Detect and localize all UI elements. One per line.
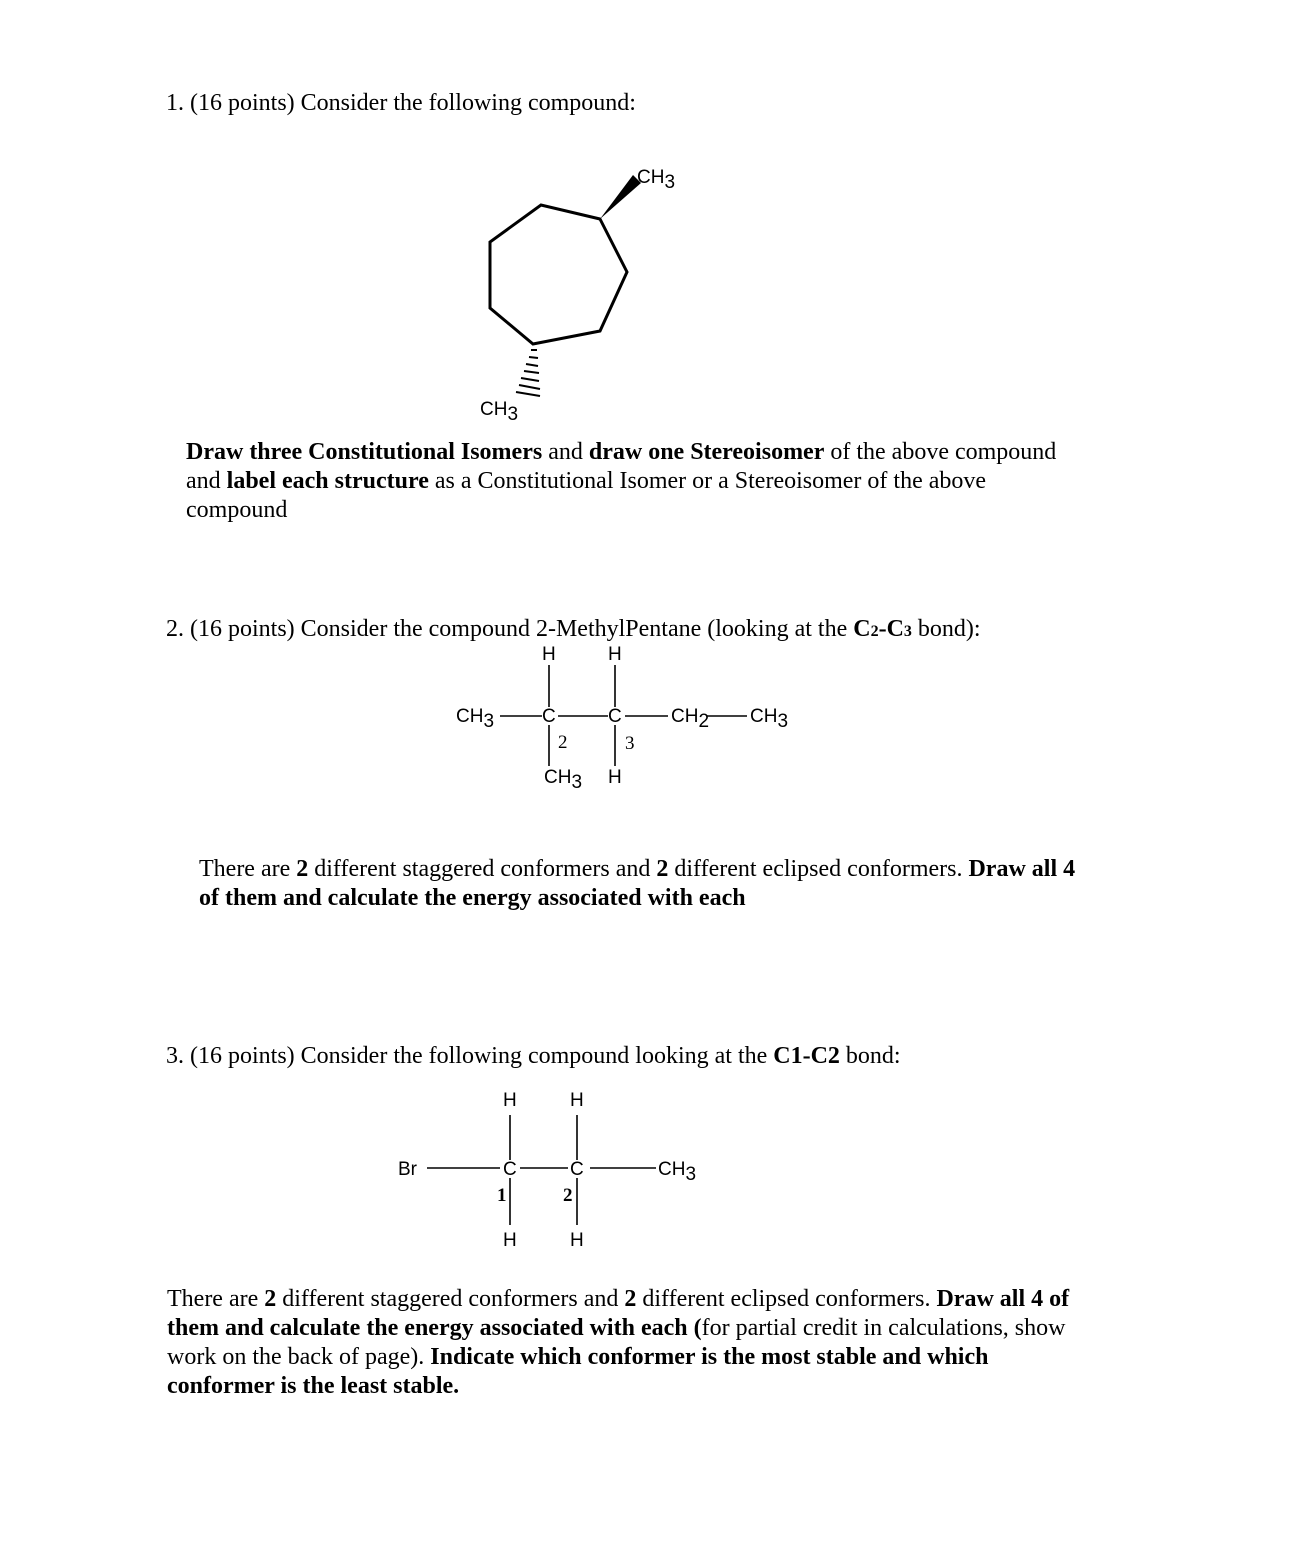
q2-c-right: C: [608, 706, 622, 727]
q3-carbon-number-1: 1: [497, 1185, 507, 1206]
q1-top-ch3-label: CH3: [637, 167, 676, 193]
q3-ch3: CH3: [658, 1159, 697, 1185]
q2-heading: 2. (16 points) Consider the compound 2-MethylPentane (looking at the C2-C3 bond):: [166, 616, 981, 642]
q3-carbon-number-2: 2: [563, 1185, 573, 1206]
q2-ch2: CH2: [671, 706, 710, 732]
q3-h-top-right: H: [570, 1090, 584, 1111]
q3-h-bottom-left: H: [503, 1230, 517, 1251]
q2-carbon-number-3: 3: [625, 733, 635, 754]
q2-ch3-right: CH3: [750, 706, 789, 732]
q2-h-top-left: H: [542, 644, 556, 665]
q2-ch3-bottom: CH3: [544, 767, 583, 793]
q2-ch3-left: CH3: [456, 706, 495, 732]
q3-heading: 3. (16 points) Consider the following compound looking at the C1-C2 bond:: [166, 1043, 901, 1069]
q2-h-bottom: H: [608, 767, 622, 788]
q2-c-left: C: [542, 706, 556, 727]
q3-c1: C: [503, 1159, 517, 1180]
q2-h-top-right: H: [608, 644, 622, 665]
q3-instructions: There are 2 different staggered conformers and 2 different eclipsed conformers. Draw all 4 of them and calculate the energy associated with each (for partial credit in calculations, show work on the back of page). Indicate which conformer is the most stable and which conformer is the least stable.: [167, 1286, 1070, 1399]
q2-carbon-number-2: 2: [558, 732, 568, 753]
q1-heading: 1. (16 points) Consider the following compound:: [166, 90, 636, 116]
q3-h-top-left: H: [503, 1090, 517, 1111]
q1-bottom-ch3-label: CH3: [480, 399, 519, 425]
q2-instructions: There are 2 different staggered conformers and 2 different eclipsed conformers. Draw all 4 of them and calculate the energy associated with each: [199, 856, 1076, 911]
q3-h-bottom-right: H: [570, 1230, 584, 1251]
q3-c2: C: [570, 1159, 584, 1180]
q3-br: Br: [398, 1159, 417, 1180]
q1-instructions: Draw three Constitutional Isomers and draw one Stereoisomer of the above compound and label each structure as a Constitutional Isomer or a Stereoisomer of the above compound: [186, 439, 1057, 523]
